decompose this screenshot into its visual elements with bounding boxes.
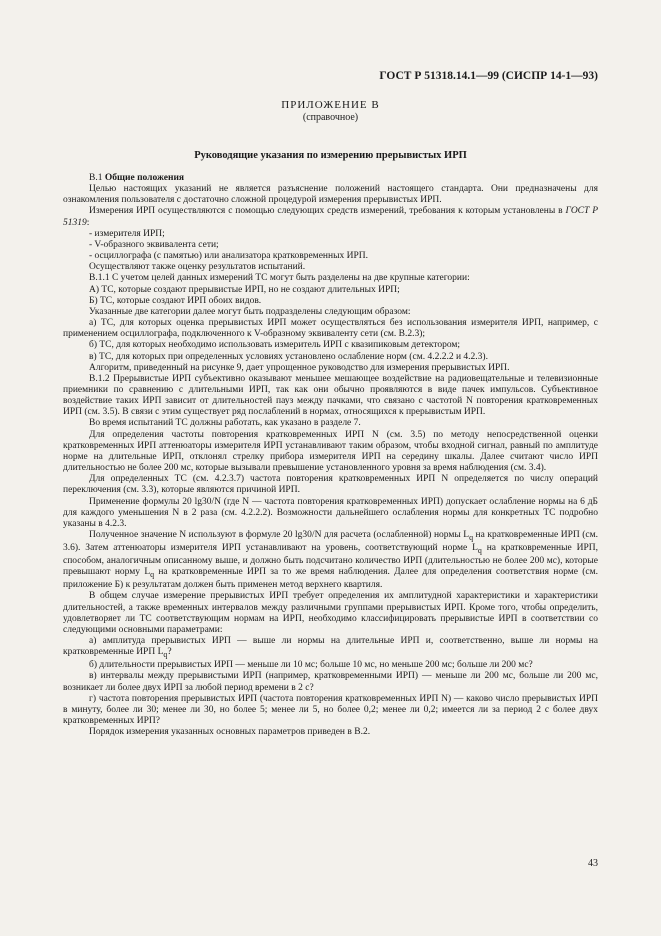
body-text xyxy=(63,173,598,738)
paragraph: Целью настоящих указаний не является разъяснение положений настоящего стандарта. Они предназначены для ознакомления пользователя с достаточно сложной процедурой измерения прерывистых ИРП. xyxy=(63,184,598,206)
paragraph: Указанные две категории далее могут быть подразделены следующим образом: xyxy=(89,306,411,317)
paragraph: Для определения частоты повторения кратковременных ИРП N (см. 3.5) по методу непосредственной оценки кратковременных ИРП аттенюаторы измерителя ИРП устанавливают таким образом, чтобы входной сигнал, равный по амплитуде норме на длительные ИРП, отклонял стрелку прибора измерителя ИРП на середину шкалы. Далее считают число ИРП длительностью не более 200 мс, которые вызывали превышение установленного уровня за время наблюдения (см. 3.4). xyxy=(63,429,598,474)
paragraph: г) частота повторения прерывистых ИРП (частота повторения кратковременных ИРП N) — каково число прерывистых ИРП в минуту, более ли 30; менее ли 30, но более 5; менее ли 5, но более 0,2; менее ли 0,2; имеется ли за период 2 с более двух кратковременных ИРП? xyxy=(63,693,598,727)
paragraph: в) интервалы между прерывистыми ИРП (например, кратковременными ИРП) — меньше ли 200 мс, больше ли 200 мс, возникает ли более двух ИРП за любой период времени в 2 с? xyxy=(63,671,598,693)
paragraph: Применение формулы 20 lg30/N (где N — частота повторения кратковременных ИРП) допускает ослабление нормы на 6 дБ для каждого уменьшения N в 2 раза (см. 4.2.2.2). Возможности дальнейшего ослабления нормы для конкретных ТС подробно указаны в 4.2.3. xyxy=(63,496,598,529)
paragraph: Б) ТС, которые создают ИРП обоих видов. xyxy=(89,295,262,306)
paragraph: а) ТС, для которых оценка прерывистых ИРП может осуществляться без использования измерителя ИРП, например, с применением осциллографа, подключенного к V-образному эквиваленту сети (см. В.2.3); xyxy=(63,318,598,340)
paragraph: Во время испытаний ТС должны работать, как указано в разделе 7. xyxy=(89,418,361,429)
standard-code-header: ГОСТ Р 51318.14.1—99 (СИСПР 14-1—93) xyxy=(379,70,598,82)
appendix-subtitle: (справочное) xyxy=(302,112,359,123)
paragraph: б) ТС, для которых необходимо использовать измеритель ИРП с квазипиковым детектором; xyxy=(89,340,461,351)
appendix-title: ПРИЛОЖЕНИЕ В xyxy=(281,99,380,111)
paragraph: А) ТС, которые создают прерывистые ИРП, но не создают длительных ИРП; xyxy=(89,284,400,295)
paragraph: В.1.2 Прерывистые ИРП субъективно оказывают меньшее мешающее воздействие на радиовещательные и телевизионные приемники по сравнению с длительными ИРП, так как они обычно проявляются в виде пачек импульсов. Субъективное воздействие таких ИРП зависит от длительностей пауз между пачками, что связано с частотой N повторения кратковременных ИРП (см. 3.5). В связи с этим существует ряд послаблений в нормах, относящихся к прерывистым ИРП. xyxy=(63,373,598,418)
document-title: Руководящие указания по измерению прерывистых ИРП xyxy=(194,150,467,161)
paragraph: Алгоритм, приведенный на рисунке 9, дает упрощенное руководство для измерения прерывистых ИРП. xyxy=(89,362,510,373)
paragraph: Для определенных ТС (см. 4.2.3.7) частота повторения кратковременных ИРП N определяется по числу операций переключения (см. 3.3), которые являются причиной ИРП. xyxy=(63,474,598,496)
paragraph: В.1.1 С учетом целей данных измерений ТС могут быть разделены на две крупные категории: xyxy=(89,273,470,284)
paragraph: а) амплитуда прерывистых ИРП — выше ли нормы на длительные ИРП и, соответственно, выше ли нормы на кратковременные ИРП $L_q$? xyxy=(63,636,598,660)
paragraph: Осуществляют также оценку результатов испытаний. xyxy=(89,262,306,273)
paragraph: Полученное значение N используют в формуле 20 lg30/N для расчета (ослабленной) нормы $L_q$ на кратковременные ИРП (см. 3.6). Затем аттенюаторы измерителя ИРП устанавливают на уровень, соответствующий норме $L_q$ на кратковременные ИРП, способом, аналогичным описанному выше, и должно быть подсчитано количество ИРП (длительностью не более 200 мс), которые превышают норму $L_q$ на кратковременные ИРП за то же время наблюдения. Далее для определения соответствия норме (см. приложение Б) к результатам должен быть применен метод верхнего квартиля. xyxy=(63,530,599,591)
paragraph: - измерителя ИРП; xyxy=(89,228,165,239)
paragraph: Измерения ИРП осуществляются с помощью следующих средств измерений, требования к которым установлены в ГОСТ Р 51319: xyxy=(63,206,599,228)
paragraph: - V-образного эквивалента сети; xyxy=(89,239,219,250)
page-number: 43 xyxy=(588,858,598,869)
paragraph: - осциллографа (с памятью) или анализатора кратковременных ИРП. xyxy=(89,251,368,262)
paragraph: в) ТС, для которых при определенных условиях установлено ослабление норм (см. 4.2.2.2 и 4.2.3). xyxy=(89,351,488,362)
paragraph: В.1 Общие положения xyxy=(89,173,185,183)
paragraph: В общем случае измерение прерывистых ИРП требует определения их амплитудной характеристики и характеристики длительностей, а также временных интервалов между различными группами прерывистых ИРП. Кроме того, чтобы определить, удовлетворяет ли ТС соответствующим нормам на ИРП, необходимо классифицировать прерывистые ИРП в соответствии со следующими основными параметрами: xyxy=(63,591,598,635)
paragraph: б) длительности прерывистых ИРП — меньше ли 10 мс; больше 10 мс, но меньше 200 мс; больше ли 200 мс? xyxy=(89,660,533,671)
paragraph: Порядок измерения указанных основных параметров приведен в В.2. xyxy=(89,727,371,738)
